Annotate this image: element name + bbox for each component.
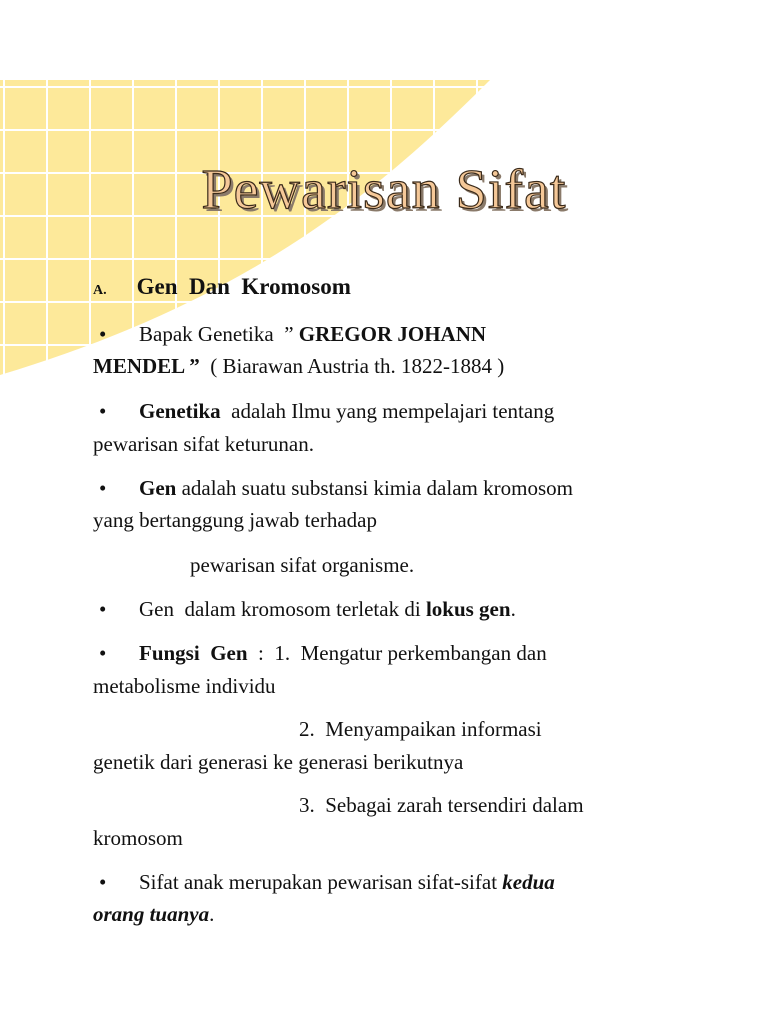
list-item-cont: pewarisan sifat keturunan. xyxy=(93,432,315,456)
item-bold-italic: kedua xyxy=(502,870,555,894)
list-item-cont: 2. Menyampaikan informasi xyxy=(299,717,542,741)
section-letter: A. xyxy=(93,283,107,298)
list-item xyxy=(93,398,554,424)
item-text: ( Biarawan Austria th. 1822-1884 ) xyxy=(199,354,505,378)
list-item xyxy=(93,321,486,347)
list-item-cont xyxy=(93,901,214,927)
list-item-cont: pewarisan sifat organisme. xyxy=(190,553,415,577)
item-text: . xyxy=(510,597,516,621)
bullet: • xyxy=(99,597,107,621)
item-bold: MENDEL ” xyxy=(93,354,200,378)
item-text: Bapak Genetika ” xyxy=(139,322,299,346)
item-text: : 1. Mengatur perkembangan dan xyxy=(247,641,547,665)
list-item-cont: genetik dari generasi ke generasi berikutnya xyxy=(93,750,464,774)
bullet: • xyxy=(99,870,107,894)
item-text: Gen dalam kromosom terletak di xyxy=(139,597,426,621)
bullet: • xyxy=(99,476,107,500)
section-heading xyxy=(93,274,351,304)
section-title: Gen Dan Kromosom xyxy=(136,274,351,299)
list-item xyxy=(93,640,547,666)
item-text: . xyxy=(209,902,215,926)
item-bold: Genetika xyxy=(139,399,221,423)
list-item-cont: yang bertanggung jawab terhadap xyxy=(93,508,377,532)
item-bold: Gen xyxy=(139,476,177,500)
list-item-cont: metabolisme individu xyxy=(93,674,276,698)
list-item-cont xyxy=(93,353,504,379)
page-title: Pewarisan Sifat xyxy=(201,159,567,221)
bullet: • xyxy=(99,399,107,423)
list-item-cont: kromosom xyxy=(93,826,183,850)
bullet: • xyxy=(99,641,107,665)
item-text: adalah Ilmu yang mempelajari tentang xyxy=(220,399,555,423)
item-text: Sifat anak merupakan pewarisan sifat-sifat xyxy=(139,870,503,894)
item-bold: lokus gen xyxy=(425,597,511,621)
item-bold: GREGOR JOHANN xyxy=(298,322,487,346)
list-item xyxy=(93,596,516,622)
list-item-cont: 3. Sebagai zarah tersendiri dalam xyxy=(299,793,584,817)
list-item xyxy=(93,475,573,501)
bullet: • xyxy=(99,322,107,346)
item-bold: Fungsi Gen xyxy=(139,641,248,665)
list-item xyxy=(93,869,555,895)
item-bold-italic: orang tuanya xyxy=(93,902,210,926)
item-text: adalah suatu substansi kimia dalam kromosom xyxy=(176,476,573,500)
